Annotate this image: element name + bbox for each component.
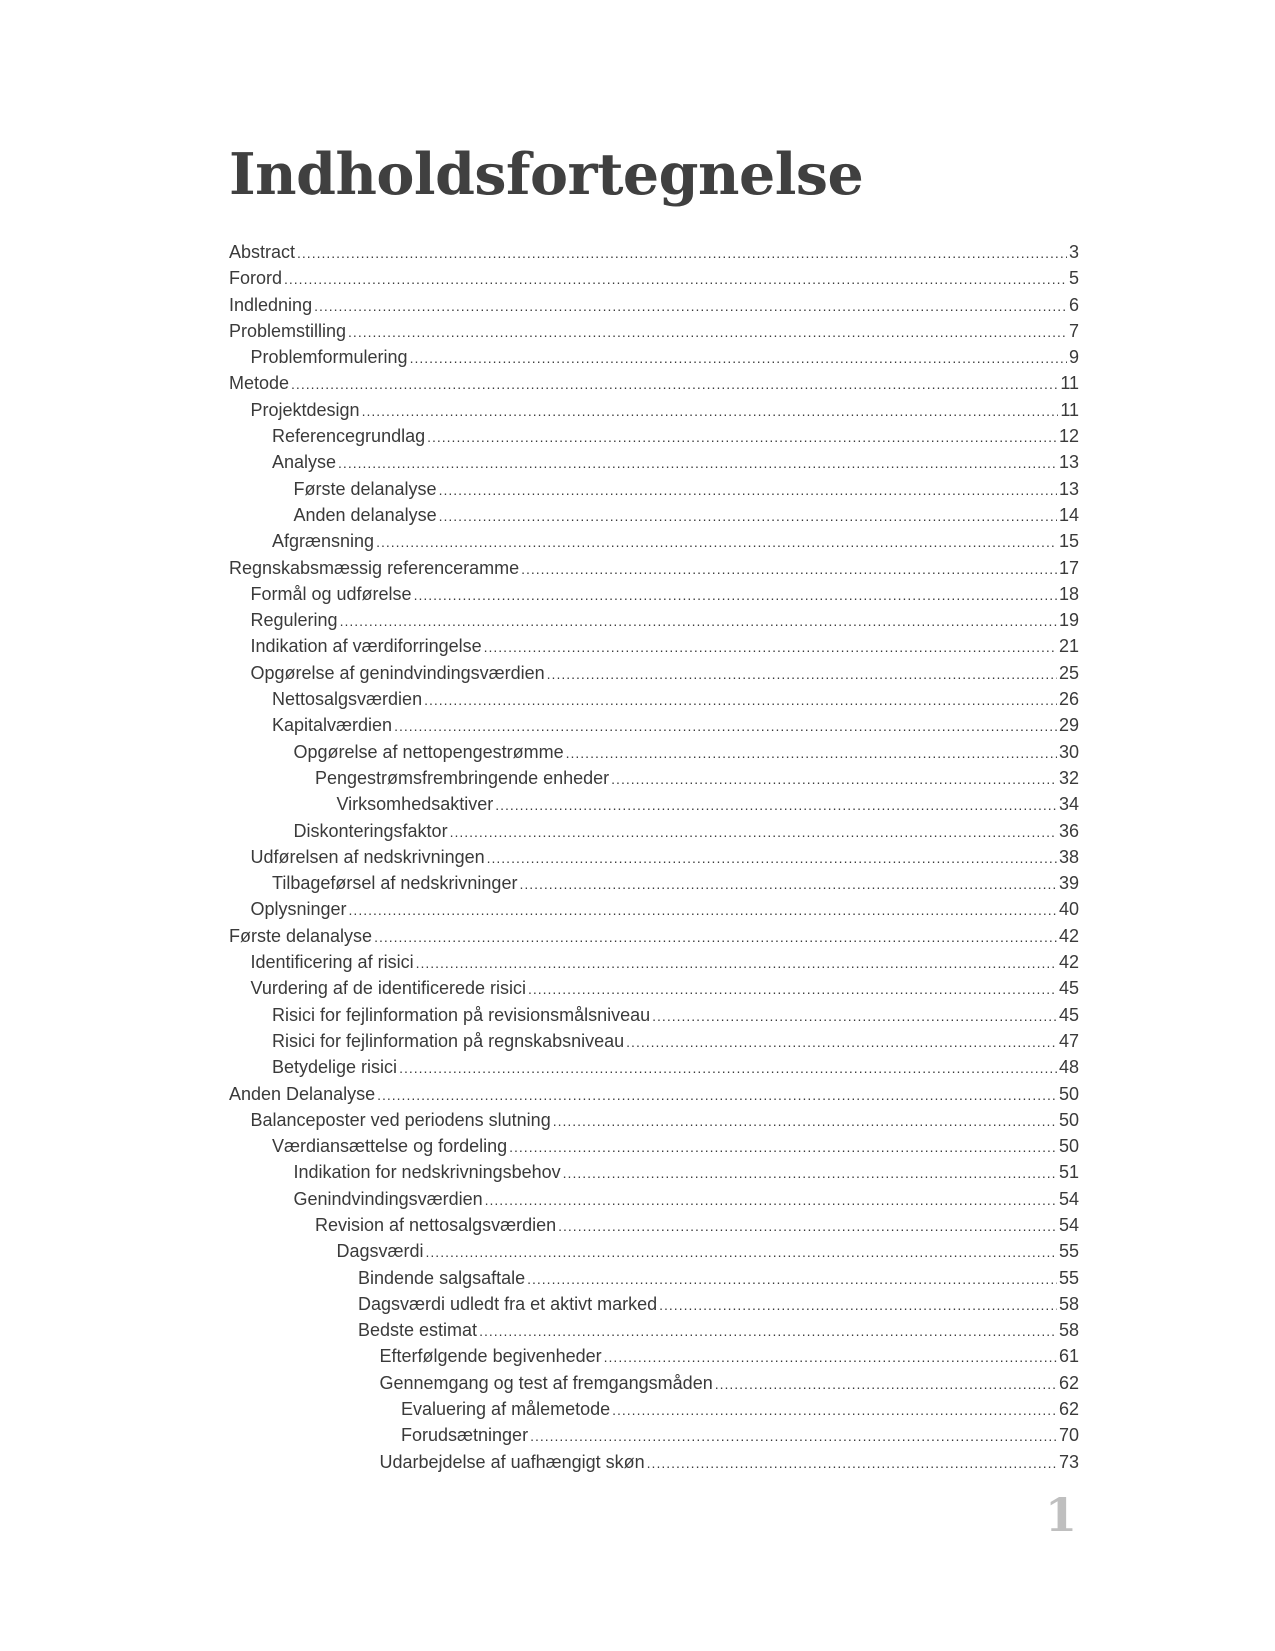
toc-dot-leader: [426, 1239, 1057, 1265]
toc-entry-title: Bindende salgsaftale: [358, 1267, 526, 1288]
toc-dot-leader: [521, 556, 1057, 582]
toc-entry-title: Anden Delanalyse: [229, 1083, 376, 1104]
toc-dot-leader: [659, 1292, 1057, 1318]
toc-entry-page: 5: [1068, 268, 1079, 289]
toc-dot-leader: [291, 371, 1058, 397]
toc-entry[interactable]: [229, 344, 1079, 370]
toc-entry-title: Dagsværdi: [336, 1241, 424, 1262]
toc-entry-title: Dagsværdi udledt fra et aktivt marked: [358, 1293, 658, 1314]
toc-dot-leader: [715, 1371, 1057, 1397]
toc-entry-title: Problemstilling: [229, 320, 347, 341]
toc-dot-leader: [297, 240, 1067, 266]
toc-entry-title: Revision af nettosalgsværdien: [315, 1214, 557, 1235]
toc-entry-title: Bedste estimat: [358, 1320, 478, 1341]
toc-dot-leader: [626, 1029, 1057, 1055]
toc-entry-title: Referencegrundlag: [272, 426, 426, 447]
toc-dot-leader: [377, 1082, 1057, 1108]
toc-entry[interactable]: [229, 1212, 1079, 1238]
toc-entry[interactable]: [229, 528, 1079, 554]
toc-entry-page: 30: [1058, 741, 1079, 762]
toc-entry-page: 47: [1058, 1030, 1079, 1051]
toc-entry-page: 73: [1058, 1451, 1079, 1472]
toc-dot-leader: [519, 871, 1057, 897]
toc-entry-page: 13: [1058, 478, 1079, 499]
toc-entry-title: Opgørelse af genindvindingsværdien: [250, 662, 545, 683]
toc-dot-leader: [530, 1423, 1057, 1449]
toc-entry-page: 48: [1058, 1057, 1079, 1078]
toc-entry[interactable]: [229, 1133, 1079, 1159]
toc-entry[interactable]: [229, 923, 1079, 949]
toc-entry[interactable]: [229, 265, 1079, 291]
toc-entry-page: 15: [1058, 531, 1079, 552]
table-of-contents: [229, 239, 1079, 1475]
toc-entry-title: Projektdesign: [250, 399, 360, 420]
toc-entry-title: Formål og udførelse: [250, 583, 412, 604]
toc-dot-leader: [394, 713, 1057, 739]
toc-dot-leader: [479, 1318, 1057, 1344]
toc-entry-page: 7: [1068, 320, 1079, 341]
toc-entry-page: 18: [1058, 583, 1079, 604]
toc-entry[interactable]: [229, 686, 1079, 712]
toc-dot-leader: [527, 1266, 1057, 1292]
toc-dot-leader: [424, 687, 1057, 713]
toc-entry[interactable]: [229, 712, 1079, 738]
toc-entry-title: Diskonteringsfaktor: [293, 820, 448, 841]
toc-dot-leader: [284, 266, 1067, 292]
toc-entry-page: 70: [1058, 1425, 1079, 1446]
toc-entry[interactable]: [229, 370, 1079, 396]
toc-entry-page: 61: [1058, 1346, 1079, 1367]
toc-entry-page: 32: [1058, 767, 1079, 788]
toc-entry[interactable]: [229, 318, 1079, 344]
toc-entry-page: 34: [1058, 794, 1079, 815]
toc-entry[interactable]: [229, 896, 1079, 922]
toc-entry-title: Risici for fejlinformation på regnskabsniveau: [272, 1030, 625, 1051]
toc-entry-page: 42: [1058, 952, 1079, 973]
toc-entry[interactable]: [229, 765, 1079, 791]
toc-entry-page: 50: [1058, 1109, 1079, 1130]
toc-entry-page: 19: [1058, 610, 1079, 631]
toc-dot-leader: [376, 529, 1057, 555]
toc-entry[interactable]: [229, 449, 1079, 475]
toc-entry[interactable]: [229, 1159, 1079, 1185]
toc-entry-title: Genindvindingsværdien: [293, 1188, 483, 1209]
toc-entry-page: 51: [1058, 1162, 1079, 1183]
toc-dot-leader: [558, 1213, 1057, 1239]
toc-entry-title: Risici for fejlinformation på revisionsmålsniveau: [272, 1004, 651, 1025]
toc-entry-title: Opgørelse af nettopengestrømme: [293, 741, 564, 762]
toc-dot-leader: [439, 503, 1057, 529]
toc-entry[interactable]: [229, 292, 1079, 318]
toc-entry-page: 42: [1058, 925, 1079, 946]
toc-entry-title: Problemformulering: [250, 347, 408, 368]
toc-entry[interactable]: [229, 949, 1079, 975]
toc-entry-page: 62: [1058, 1399, 1079, 1420]
toc-entry[interactable]: [229, 818, 1079, 844]
toc-dot-leader: [485, 1187, 1057, 1213]
toc-dot-leader: [647, 1450, 1057, 1476]
toc-dot-leader: [495, 792, 1057, 818]
toc-dot-leader: [349, 897, 1057, 923]
toc-entry-title: Forord: [229, 268, 283, 289]
toc-dot-leader: [338, 450, 1057, 476]
toc-entry-title: Indledning: [229, 294, 313, 315]
toc-entry-page: 14: [1058, 504, 1079, 525]
toc-dot-leader: [427, 424, 1057, 450]
toc-entry-title: Regulering: [250, 610, 338, 631]
toc-dot-leader: [528, 976, 1057, 1002]
toc-dot-leader: [439, 477, 1057, 503]
toc-entry[interactable]: [229, 1028, 1079, 1054]
toc-entry[interactable]: [229, 791, 1079, 817]
toc-entry-title: Værdiansættelse og fordeling: [272, 1136, 508, 1157]
toc-entry[interactable]: [229, 633, 1079, 659]
toc-entry-title: Afgrænsning: [272, 531, 375, 552]
toc-entry-page: 62: [1058, 1372, 1079, 1393]
toc-entry[interactable]: [229, 660, 1079, 686]
toc-entry-page: 50: [1058, 1083, 1079, 1104]
toc-entry-title: Oplysninger: [250, 899, 347, 920]
toc-dot-leader: [348, 319, 1067, 345]
toc-entry-page: 17: [1058, 557, 1079, 578]
toc-entry[interactable]: [229, 739, 1079, 765]
toc-entry[interactable]: [229, 1002, 1079, 1028]
toc-dot-leader: [553, 1108, 1057, 1134]
toc-entry[interactable]: [229, 1370, 1079, 1396]
toc-entry[interactable]: [229, 1317, 1079, 1343]
page-title: Indholdsfortegnelse: [229, 141, 864, 208]
toc-entry-page: 6: [1068, 294, 1079, 315]
toc-dot-leader: [314, 293, 1067, 319]
toc-entry[interactable]: [229, 1396, 1079, 1422]
toc-entry-page: 39: [1058, 873, 1079, 894]
toc-dot-leader: [450, 819, 1057, 845]
toc-entry-title: Pengestrømsfrembringende enheder: [315, 767, 610, 788]
toc-entry[interactable]: [229, 581, 1079, 607]
toc-entry-page: 12: [1058, 426, 1079, 447]
toc-dot-leader: [340, 608, 1057, 634]
toc-entry-page: 11: [1060, 399, 1079, 420]
toc-entry[interactable]: [229, 870, 1079, 896]
toc-entry[interactable]: [229, 1449, 1079, 1475]
toc-dot-leader: [410, 345, 1067, 371]
toc-entry-page: 25: [1058, 662, 1079, 683]
toc-entry-page: 11: [1060, 373, 1079, 394]
toc-entry-page: 21: [1058, 636, 1079, 657]
toc-entry-title: Abstract: [229, 242, 296, 262]
toc-entry[interactable]: [229, 844, 1079, 870]
toc-entry-page: 45: [1058, 1004, 1079, 1025]
toc-entry[interactable]: [229, 975, 1079, 1001]
toc-entry-title: Første delanalyse: [293, 478, 437, 499]
toc-entry[interactable]: [229, 1265, 1079, 1291]
toc-entry-page: 50: [1058, 1136, 1079, 1157]
toc-entry-title: Kapitalværdien: [272, 715, 393, 736]
toc-entry-page: 55: [1058, 1241, 1079, 1262]
toc-entry-title: Evaluering af målemetode: [401, 1399, 611, 1420]
toc-dot-leader: [374, 924, 1057, 950]
toc-entry-title: Anden delanalyse: [293, 504, 437, 525]
toc-entry-title: Analyse: [272, 452, 337, 473]
toc-entry[interactable]: [229, 476, 1079, 502]
toc-entry[interactable]: [229, 1343, 1079, 1369]
toc-entry-title: Udarbejdelse af uafhængigt skøn: [379, 1451, 645, 1472]
toc-dot-leader: [484, 634, 1057, 660]
toc-entry-title: Indikation for nedskrivningsbehov: [293, 1162, 561, 1183]
toc-entry-title: Virksomhedsaktiver: [336, 794, 494, 815]
toc-dot-leader: [362, 398, 1059, 424]
toc-entry-title: Betydelige risici: [272, 1057, 398, 1078]
page-number: 1: [1044, 1488, 1077, 1542]
toc-dot-leader: [604, 1344, 1057, 1370]
toc-entry-title: Metode: [229, 373, 290, 394]
toc-dot-leader: [509, 1134, 1057, 1160]
toc-entry[interactable]: [229, 607, 1079, 633]
toc-entry[interactable]: [229, 397, 1079, 423]
toc-entry-page: 45: [1058, 978, 1079, 999]
toc-entry-page: 40: [1058, 899, 1079, 920]
toc-dot-leader: [414, 582, 1057, 608]
toc-entry-title: Regnskabsmæssig referenceramme: [229, 557, 520, 578]
toc-entry-page: 58: [1058, 1320, 1079, 1341]
toc-dot-leader: [566, 740, 1057, 766]
toc-entry-title: Første delanalyse: [229, 925, 373, 946]
toc-entry-title: Efterfølgende begivenheder: [379, 1346, 602, 1367]
toc-entry-title: Gennemgang og test af fremgangsmåden: [379, 1372, 713, 1393]
toc-dot-leader: [652, 1003, 1057, 1029]
toc-dot-leader: [612, 1397, 1057, 1423]
toc-entry-page: 58: [1058, 1293, 1079, 1314]
toc-entry-page: 13: [1058, 452, 1079, 473]
toc-entry[interactable]: [229, 555, 1079, 581]
toc-entry-title: Tilbageførsel af nedskrivninger: [272, 873, 518, 894]
toc-entry[interactable]: [229, 1054, 1079, 1080]
toc-dot-leader: [399, 1055, 1057, 1081]
toc-entry[interactable]: [229, 239, 1079, 265]
toc-entry[interactable]: [229, 1186, 1079, 1212]
toc-entry-page: 26: [1058, 689, 1079, 710]
toc-entry-title: Vurdering af de identificerede risici: [250, 978, 526, 999]
toc-entry-page: 3: [1068, 242, 1079, 262]
toc-entry-title: Indikation af værdiforringelse: [250, 636, 482, 657]
toc-dot-leader: [611, 766, 1057, 792]
toc-dot-leader: [563, 1160, 1057, 1186]
toc-entry[interactable]: [229, 1081, 1079, 1107]
toc-entry-page: 29: [1058, 715, 1079, 736]
toc-entry[interactable]: [229, 1291, 1079, 1317]
toc-dot-leader: [547, 661, 1057, 687]
toc-entry[interactable]: [229, 502, 1079, 528]
toc-entry-title: Balanceposter ved periodens slutning: [250, 1109, 551, 1130]
toc-entry-title: Nettosalgsværdien: [272, 689, 423, 710]
toc-entry-title: Udførelsen af nedskrivningen: [250, 846, 485, 867]
toc-dot-leader: [416, 950, 1057, 976]
toc-entry-page: 55: [1058, 1267, 1079, 1288]
toc-dot-leader: [487, 845, 1057, 871]
toc-entry-page: 54: [1058, 1214, 1079, 1235]
toc-entry-page: 9: [1068, 347, 1079, 368]
toc-entry[interactable]: [229, 1107, 1079, 1133]
toc-entry[interactable]: [229, 1422, 1079, 1448]
toc-entry-title: Identificering af risici: [250, 952, 414, 973]
toc-entry[interactable]: [229, 423, 1079, 449]
toc-entry-page: 36: [1058, 820, 1079, 841]
toc-entry-page: 54: [1058, 1188, 1079, 1209]
toc-entry-title: Forudsætninger: [401, 1425, 529, 1446]
toc-entry-page: 38: [1058, 846, 1079, 867]
toc-entry[interactable]: [229, 1238, 1079, 1264]
